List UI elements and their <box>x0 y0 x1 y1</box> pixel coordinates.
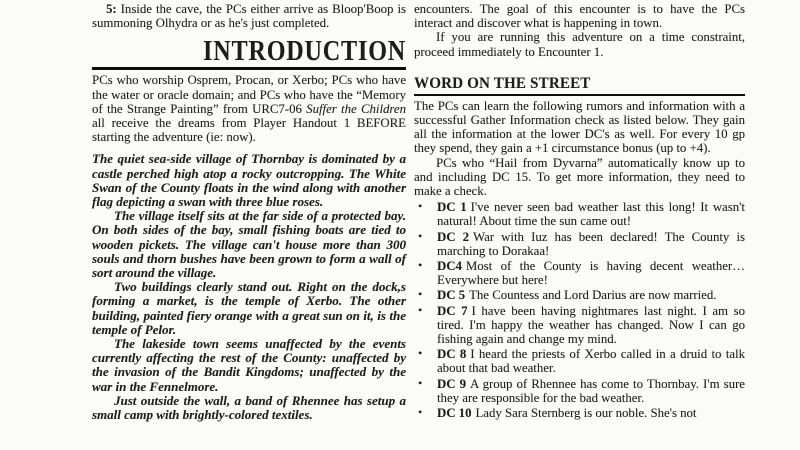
bullet-icon: • <box>418 199 423 214</box>
introduction-heading-rule <box>92 38 406 70</box>
introduction-heading: INTRODUCTION <box>203 36 406 68</box>
rumor-dc-label: DC 10 <box>437 406 472 421</box>
rumor-item <box>414 377 745 405</box>
rumor-item <box>414 347 745 375</box>
read-aloud-paragraph-bay: The village itself sits at the far side of a protected bay. On both sides of the bay, small fishing boats are tied to wooden pickets. The village can't house more than 300 souls and thorn bushes have been grown to form a wall of sort around the village. <box>92 208 406 281</box>
hooks-paragraph-part2: all receive the dreams from Player Handout 1 BEFORE starting the adventure (ie: now). <box>92 116 406 145</box>
rumor-dc-label: DC 2 <box>437 229 470 244</box>
read-aloud-paragraph-temples: Two buildings clearly stand out. Right on the dock,s forming a market, is the temple of Xerbo. The other building, painted fiery orange with a great sun on it, is the temple of Pelor. <box>92 279 406 337</box>
bullet-icon: • <box>418 405 423 420</box>
rumor-item <box>414 288 745 302</box>
bullet-icon: • <box>418 375 423 390</box>
bullet-icon: • <box>418 258 423 273</box>
read-aloud-block <box>92 152 406 422</box>
rumor-text: Most of the County is having decent weather… Everywhere but here! <box>437 259 745 288</box>
bullet-icon: • <box>418 302 423 317</box>
rumor-dc-label: DC 7 <box>437 303 468 318</box>
time-constraint-paragraph: If you are running this adventure on a time constraint, proceed immediately to Encounter 1. <box>414 30 745 59</box>
word-on-the-street-heading: WORD ON THE STREET <box>414 74 591 92</box>
rumor-item <box>414 304 745 347</box>
rumor-dc-label: DC 9 <box>437 376 466 391</box>
read-aloud-paragraph-rhennee-camp: Just outside the wall, a band of Rhennee has setup a small camp with brightly-colored textiles. <box>92 392 406 423</box>
rumor-dc-label: DC 1 <box>437 200 467 215</box>
rumor-list <box>414 200 745 420</box>
rumor-text: War with Iuz has been declared! The County is marching to Dorakaa! <box>437 229 745 258</box>
rumor-item <box>414 200 745 228</box>
cave-paragraph-number: 5: <box>106 2 117 16</box>
rumor-text: A group of Rhennee has come to Thornbay. I'm sure they are responsible for the bad weather. <box>437 376 745 405</box>
rumor-item <box>414 230 745 258</box>
cave-paragraph-text: Inside the cave, the PCs either arrive as Bloop'Boop is summoning Olhydra or as he's just completed. <box>92 2 406 31</box>
rumor-dc-label: DC4 <box>437 259 462 274</box>
rumor-text: Lady Sara Sternberg is our noble. She's not <box>475 406 697 421</box>
bullet-icon: • <box>418 287 423 302</box>
rumor-text: I have been having nightmares last night. I am so tired. I'm happy the weather has changed. Now I can go fishing again and change my mind. <box>437 303 745 347</box>
read-aloud-paragraph-village: The quiet sea-side village of Thornbay is dominated by a castle perched high atop a rocky outcropping. The White Swan of the County floats in the wind along with another flag depicting a swan with three blue roses. <box>92 151 406 210</box>
word-on-the-street-heading-rule <box>414 75 745 96</box>
rumor-item <box>414 259 745 287</box>
hooks-paragraph-module-title: Suffer the Children <box>306 101 406 116</box>
rumor-item <box>414 406 745 420</box>
encounter-goal-paragraph: encounters. The goal of this encounter is to have the PCs interact and discover what is happening in town. <box>414 2 745 31</box>
rumor-text: I've never seen bad weather last this long! It wasn't natural! About time the sun came out! <box>437 200 745 229</box>
hooks-paragraph <box>92 73 406 144</box>
hooks-paragraph-part1: PCs who worship Osprem, Procan, or Xerbo; PCs who have the water or oracle domain; and PCs who have the “Memory of the Strange Painting” from URC7-06 <box>92 73 406 116</box>
dyvarna-paragraph: PCs who “Hail from Dyvarna” automatically know up to and including DC 15. To get more information, they need to make a check. <box>414 155 745 199</box>
rumor-text: The Countess and Lord Darius are now married. <box>469 288 717 303</box>
rumor-dc-label: DC 8 <box>437 347 467 362</box>
bullet-icon: • <box>418 346 423 361</box>
left-column <box>92 0 406 450</box>
rumor-dc-label: DC 5 <box>437 288 466 303</box>
right-column <box>414 0 745 450</box>
bullet-icon: • <box>418 228 423 243</box>
cave-paragraph <box>92 2 406 30</box>
rumor-text: I heard the priests of Xerbo called in a druid to talk about that bad weather. <box>437 347 745 376</box>
read-aloud-paragraph-unaffected: The lakeside town seems unaffected by the events currently affecting the rest of the County: unaffected by the invasion of the Bandit Kingdoms; unaffected by the war in the Fennelmore. <box>92 336 406 394</box>
gather-information-paragraph: The PCs can learn the following rumors and information with a successful Gather Information check as listed below. They gain all the information at the lower DC's as well. For every 10 gp they spend, they gain a +1 circumstance bonus (up to +4). <box>414 98 745 156</box>
